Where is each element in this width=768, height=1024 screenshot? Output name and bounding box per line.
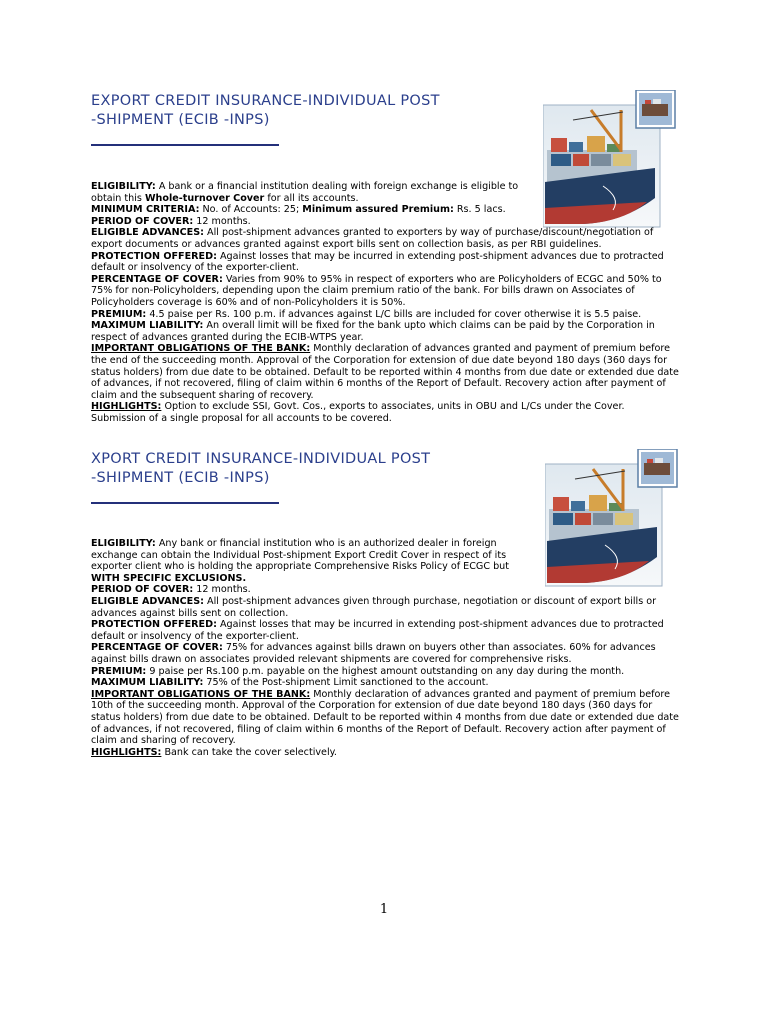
- period-label: PERIOD OF COVER:: [91, 215, 194, 227]
- section1-percentage: [91, 274, 681, 309]
- section2-advances: [91, 596, 681, 619]
- percentage-label: PERCENTAGE OF COVER:: [91, 642, 223, 654]
- period-label: PERIOD OF COVER:: [91, 584, 194, 596]
- percentage-text: Varies from 90% to 95% in respect of exporters who are Policyholders of ECGC and 50% to 75% for non-Policyholders, depending upon the claim premium ratio of the bank. For bills drawn on Associates of Policyholders coverage is 60% and of non-Policyholders it is 50%.: [91, 273, 662, 308]
- eligibility-emphasis: WITH SPECIFIC EXCLUSIONS.: [91, 572, 247, 584]
- protection-text: Against losses that may be incurred in extending post-shipment advances due to protracted default or insolvency of the exporter-client.: [91, 619, 664, 642]
- section2-body: [91, 538, 681, 758]
- section1-title-line1: EXPORT CREDIT INSURANCE-INDIVIDUAL POST: [91, 93, 440, 109]
- section2-eligibility: [91, 538, 536, 584]
- eligibility-emphasis: Whole-turnover Cover: [144, 192, 265, 204]
- advances-text: All post-shipment advances granted to exporters by way of purchase/discount/negotiation of export documents or advances granted against export bills sent on collection basis, as per RBI guidelines.: [91, 227, 654, 250]
- highlights-text: Option to exclude SSI, Govt. Cos., exports to associates, units in OBU and L/Cs under the Cover. Submission of a single proposal for all accounts to be covered.: [91, 401, 625, 424]
- section2-premium: [91, 666, 681, 678]
- section2-title-line2: -SHIPMENT (ECIB -INPS): [91, 470, 270, 486]
- highlights-text: Bank can take the cover selectively.: [164, 746, 337, 758]
- section2-protection: [91, 619, 681, 642]
- protection-text: Against losses that may be incurred in extending post-shipment advances due to protracted default or insolvency of the exporter-client.: [91, 250, 664, 274]
- eligibility-label: ELIGIBILITY:: [91, 538, 156, 549]
- section1-title-line2: -SHIPMENT (ECIB -INPS): [91, 112, 270, 128]
- section1-title-underline: [91, 144, 279, 146]
- section2-highlights: [91, 747, 681, 759]
- section2-liability: [91, 677, 681, 689]
- premium-label: PREMIUM:: [91, 308, 147, 320]
- section1-highlights: [91, 401, 681, 424]
- section1-title: [91, 92, 531, 130]
- eligibility-end: for all its accounts.: [267, 192, 359, 204]
- section1-premium: [91, 309, 681, 321]
- obligations-label: IMPORTANT OBLIGATIONS OF THE BANK:: [91, 343, 311, 355]
- obligations-text: Monthly declaration of advances granted and payment of premium before 10th of the succeeding month. Approval of the Corporation for extension of due date beyond 180 days (360 days for status holders) from due date to be obtained. Default to be reported within 4 months from due date or extended due date of advances, if not recovered, filing of claim within 6 months of the Report of Default. Recovery action after payment of claim and sharing of recovery.: [91, 688, 679, 747]
- protection-label: PROTECTION OFFERED:: [91, 250, 217, 262]
- section2-percentage: [91, 642, 681, 665]
- section2-obligations: [91, 689, 681, 747]
- percentage-text: 75% for advances against bills drawn on buyers other than associates. 60% for advances against bills drawn on associates provided relevant shipments are covered for comprehensive risks.: [91, 642, 656, 665]
- advances-text: All post-shipment advances given through purchase, negotiation or discount of export bills or advances against bills sent on collection.: [91, 595, 657, 619]
- eligibility-label: ELIGIBILITY:: [91, 181, 156, 192]
- premium-label: PREMIUM:: [91, 665, 147, 677]
- section1-period: [91, 216, 681, 228]
- eligibility-text: A bank or a financial institution dealing with foreign exchange is eligible to obtain this: [91, 181, 519, 204]
- min-criteria-text: No. of Accounts: 25;: [202, 204, 300, 216]
- premium-text: 9 paise per Rs.100 p.m. payable on the highest amount outstanding on any day during the month.: [149, 665, 625, 677]
- section1-advances: [91, 227, 681, 250]
- obligations-text: Monthly declaration of advances granted and payment of premium before the end of the succeeding month. Approval of the Corporation for extension of due date beyond 180 days (360 days for status holders) from due date to be obtained. Default to be reported within 4 months from due date or extended due date of advances, if not recovered, filing of claim within 6 months of the Report of Default. Recovery action after payment of claim and the subsequent sharing of recovery.: [91, 343, 679, 401]
- section2-title-underline: [91, 502, 279, 504]
- advances-label: ELIGIBLE ADVANCES:: [91, 227, 204, 239]
- section1-obligations: [91, 343, 681, 401]
- protection-label: PROTECTION OFFERED:: [91, 619, 217, 631]
- section2-title-line1: XPORT CREDIT INSURANCE-INDIVIDUAL POST: [91, 451, 431, 467]
- eligibility-text: Any bank or financial institution who is an authorized dealer in foreign exchange can obtain the Individual Post-shipment Export Credit Cover in respect of its exporter client who is holding the appropriate Comprehensive Risks Policy of ECGC but: [91, 538, 510, 573]
- min-premium-text: Rs. 5 lacs.: [456, 204, 506, 216]
- section1-liability: [91, 320, 681, 343]
- liability-label: MAXIMUM LIABILITY:: [91, 677, 204, 689]
- section2-title: [91, 450, 531, 488]
- advances-label: ELIGIBLE ADVANCES:: [91, 595, 204, 607]
- section1-protection: [91, 251, 681, 274]
- period-text: 12 months.: [196, 215, 251, 227]
- section2-period: [91, 584, 681, 596]
- period-text: 12 months.: [196, 584, 251, 596]
- liability-label: MAXIMUM LIABILITY:: [91, 320, 204, 332]
- liability-text: An overall limit will be fixed for the bank upto which claims can be paid by the Corporation in respect of advances granted during the ECIB-WTPS year.: [91, 320, 655, 343]
- section1-eligibility: [91, 181, 536, 204]
- page-number: 1: [379, 902, 389, 917]
- obligations-label: IMPORTANT OBLIGATIONS OF THE BANK:: [91, 688, 311, 700]
- percentage-label: PERCENTAGE OF COVER:: [91, 273, 223, 285]
- premium-text: 4.5 paise per Rs. 100 p.m. if advances against L/C bills are included for cover otherwise it is 5.5 paise.: [149, 308, 642, 320]
- section1-body: [91, 181, 681, 424]
- min-premium-label: Minimum assured Premium:: [302, 204, 454, 216]
- highlights-label: HIGHLIGHTS:: [91, 746, 162, 758]
- min-criteria-label: MINIMUM CRITERIA:: [91, 204, 200, 216]
- highlights-label: HIGHLIGHTS:: [91, 401, 162, 413]
- liability-text: 75% of the Post-shipment Limit sanctioned to the account.: [206, 677, 489, 689]
- section1-minimum-criteria: [91, 204, 536, 216]
